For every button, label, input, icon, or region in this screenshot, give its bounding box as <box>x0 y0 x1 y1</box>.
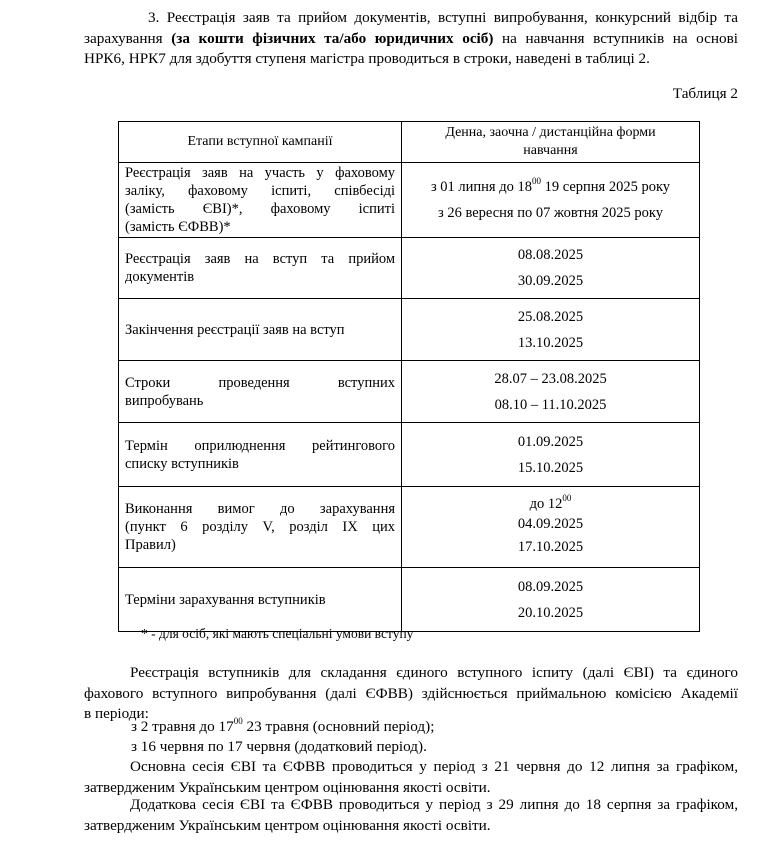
table-row <box>119 163 700 238</box>
time-superscript: 00 <box>531 176 541 187</box>
table-row <box>119 361 700 423</box>
stage-line: документів <box>125 269 195 285</box>
dates-cell <box>402 568 700 632</box>
date-line: 17.10.2025 <box>517 539 584 555</box>
dates-cell <box>402 361 700 423</box>
header-stages: Етапи вступної кампанії <box>119 122 402 163</box>
intro-line-2 <box>84 29 738 50</box>
date-line: 04.09.2025 <box>517 516 584 532</box>
registration-line-3: в періоди: <box>84 705 149 723</box>
date-line: 08.08.2025 <box>517 247 584 263</box>
stage-line: списку вступників <box>125 455 239 472</box>
date-line: 30.09.2025 <box>517 273 584 289</box>
table-row <box>119 423 700 487</box>
additional-session-line-2: затвердженим Українським центром оцінювання якості освіти. <box>84 816 491 834</box>
stage-cell <box>119 163 402 238</box>
main-session-line-2: затвердженим Українським центром оцінювання якості освіти. <box>84 778 491 796</box>
header-study-forms-line-2: навчання <box>523 143 578 158</box>
date-line: 01.09.2025 <box>517 433 584 450</box>
time-superscript: 00 <box>562 493 572 504</box>
date-line <box>402 174 699 200</box>
stage-line: Реєстрація заяв на вступ та прийом <box>125 251 395 267</box>
dates-cell <box>402 487 700 568</box>
header-study-forms <box>402 122 700 163</box>
main-session-paragraph <box>84 757 738 798</box>
date-text: 19 серпня 2025 року <box>540 179 671 195</box>
stage-line: заліку, фаховому іспиті, співбесіді <box>125 183 395 199</box>
stage-line: Строки проведення вступних <box>125 374 395 391</box>
header-study-forms-line-1: Денна, заочна / дистанційна форми <box>445 125 656 140</box>
stage-cell <box>119 238 402 299</box>
date-text: з 01 липня до 18 <box>430 179 532 195</box>
additional-session-line-1: Додаткова сесія ЄВІ та ЄФВВ проводиться у період з 29 липня до 18 серпня за графіком, <box>130 796 738 813</box>
date-line: 25.08.2025 <box>517 308 584 325</box>
registration-line-2: фахового вступного випробування (далі ЄФВВ) здійснюється приймальною комісією Академії <box>84 684 738 702</box>
table-footnote: * - для осіб, які мають спеціальні умови вступу <box>141 626 414 641</box>
stage-line: випробувань <box>125 392 204 409</box>
stage-line: (пункт 6 розділу V, розділ IX цих <box>125 519 395 535</box>
table-label: Таблиця 2 <box>672 85 738 102</box>
period-main <box>131 717 434 738</box>
stage-line: Термін оприлюднення рейтингового <box>125 437 395 454</box>
table-row <box>119 568 700 632</box>
date-text: до 12 <box>529 496 563 512</box>
stage-cell: Закінчення реєстрації заяв на вступ <box>119 299 402 361</box>
stage-cell <box>119 361 402 423</box>
date-line: 28.07 – 23.08.2025 <box>494 370 607 387</box>
deadline-time-line <box>402 494 699 514</box>
dates-cell <box>402 238 700 299</box>
registration-paragraph <box>84 663 738 725</box>
table-row <box>119 487 700 568</box>
stage-cell <box>119 487 402 568</box>
date-line: 15.10.2025 <box>517 459 584 476</box>
intro-line-3: НРК6, НРК7 для здобуття ступеня магістра проводиться в строки, наведені в таблиці 2. <box>84 50 650 68</box>
dates-cell <box>402 163 700 238</box>
dates-cell <box>402 423 700 487</box>
main-session-line-1: Основна сесія ЄВІ та ЄФВВ проводиться у період з 21 червня до 12 липня за графіком, <box>130 758 738 775</box>
stage-line: Виконання вимог до зарахування <box>125 501 395 517</box>
stage-line: Правил) <box>125 537 176 553</box>
stage-cell: Терміни зарахування вступників <box>119 568 402 632</box>
stage-line: (замість ЄВІ)*, фаховому іспиті <box>125 201 395 217</box>
admission-schedule-table <box>118 121 700 632</box>
stage-line: (замість ЄФВВ)* <box>125 219 231 235</box>
intro-funding-emphasis: (за кошти фізичних та/або юридичних осіб) <box>171 29 494 47</box>
intro-paragraph <box>84 8 738 70</box>
stage-cell <box>119 423 402 487</box>
period-additional: з 16 червня по 17 червня (додатковий період). <box>131 738 427 755</box>
intro-line-2-end: на навчання вступників на основі <box>493 29 738 47</box>
stage-line: Реєстрація заяв на участь у фаховому <box>125 165 395 181</box>
period-text: з 2 травня до 17 <box>131 718 234 735</box>
registration-line-1: Реєстрація вступників для складання єдиного вступного іспиту (далі ЄВІ) та єдиного <box>130 664 738 681</box>
intro-line-1: 3. Реєстрація заяв та прийом документів, вступні випробування, конкурсний відбір та <box>148 9 738 26</box>
dates-cell <box>402 299 700 361</box>
date-line: 13.10.2025 <box>517 334 584 351</box>
table-row <box>119 238 700 299</box>
date-line: 20.10.2025 <box>517 604 584 621</box>
additional-session-paragraph <box>84 795 738 836</box>
period-text: 23 травня (основний період); <box>242 718 435 735</box>
table-header-row <box>119 122 700 163</box>
time-superscript: 00 <box>233 715 243 726</box>
intro-line-2-start: зарахування <box>84 29 172 47</box>
date-line: 08.09.2025 <box>517 578 584 595</box>
date-line: з 26 вересня по 07 жовтня 2025 року <box>438 205 663 221</box>
table-row <box>119 299 700 361</box>
date-line: 08.10 – 11.10.2025 <box>494 396 607 413</box>
